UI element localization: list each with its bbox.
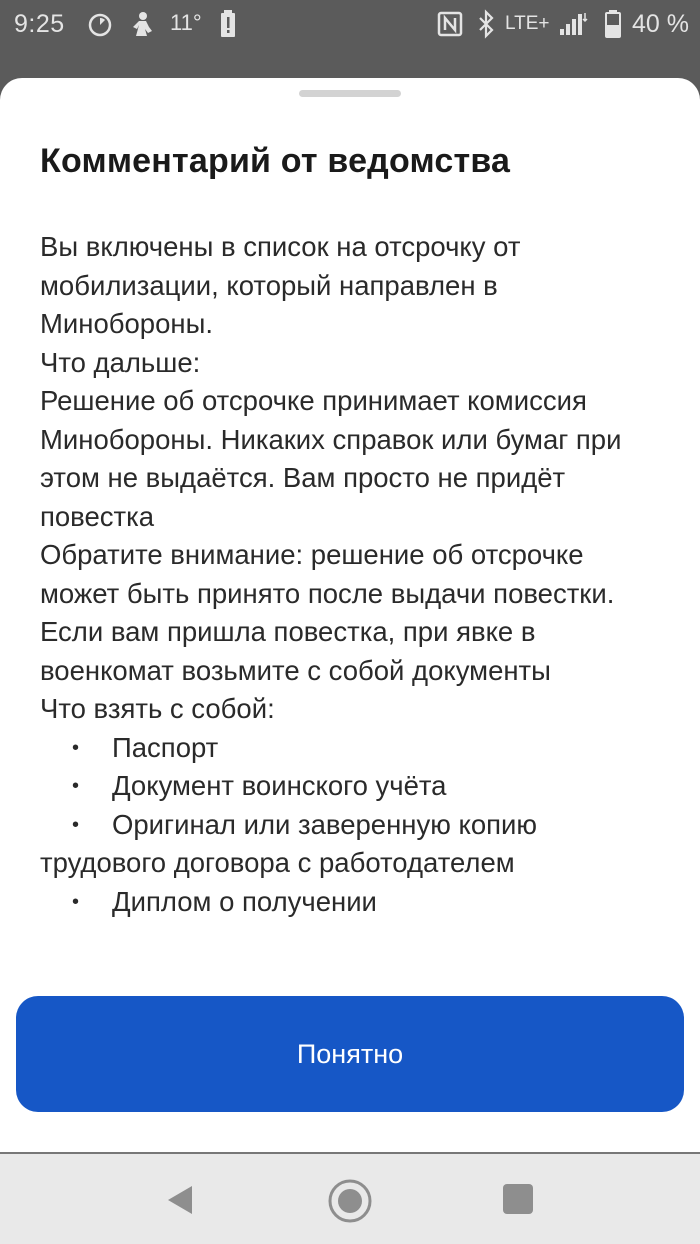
paragraph: Что взять с собой: bbox=[40, 693, 275, 724]
clock: 9:25 bbox=[14, 10, 65, 38]
battery-level: 40 % bbox=[632, 10, 689, 38]
list-item: • Паспорт bbox=[40, 729, 670, 768]
battery-alert-icon bbox=[219, 9, 237, 39]
paragraph: Обратите внимание: решение об отсрочке может быть принято после выдачи повестки. Если вам пришла повестка, при явке в военкомат возьмите с собой документы bbox=[40, 539, 615, 686]
comment-bottom-sheet bbox=[0, 78, 700, 1152]
timer-icon bbox=[86, 9, 114, 39]
drag-handle[interactable] bbox=[299, 90, 401, 97]
home-icon[interactable] bbox=[327, 1178, 373, 1224]
paragraph: Вы включены в список на отсрочку от мобилизации, который направлен в Минобороны. bbox=[40, 231, 521, 339]
nfc-icon bbox=[436, 9, 464, 39]
sheet-title: Комментарий от ведомства bbox=[40, 142, 511, 180]
paragraph: Решение об отсрочке принимает комиссия Минобороны. Никаких справок или бумаг при этом не выдаётся. Вам просто не придёт повестка bbox=[40, 385, 622, 532]
bluetooth-icon bbox=[475, 9, 499, 39]
temperature: 11° bbox=[170, 10, 202, 35]
person-icon bbox=[128, 9, 156, 39]
status-bar bbox=[0, 0, 700, 50]
signal-icon bbox=[558, 9, 590, 39]
recents-icon[interactable] bbox=[502, 1183, 534, 1215]
paragraph: Что дальше: bbox=[40, 346, 201, 378]
list-item: • Оригинал или заверенную копию трудового договора с работодателем bbox=[40, 806, 670, 883]
network-type: LTE+ bbox=[505, 13, 550, 34]
comment-body[interactable] bbox=[40, 228, 670, 960]
battery-icon bbox=[603, 9, 623, 39]
list-item: • Диплом о получении bbox=[40, 883, 670, 922]
understood-button[interactable]: Понятно bbox=[16, 996, 684, 1112]
back-icon[interactable] bbox=[162, 1182, 198, 1218]
documents-list bbox=[40, 729, 670, 922]
navigation-bar bbox=[0, 1152, 700, 1244]
list-item: • Документ воинского учёта bbox=[40, 767, 670, 806]
